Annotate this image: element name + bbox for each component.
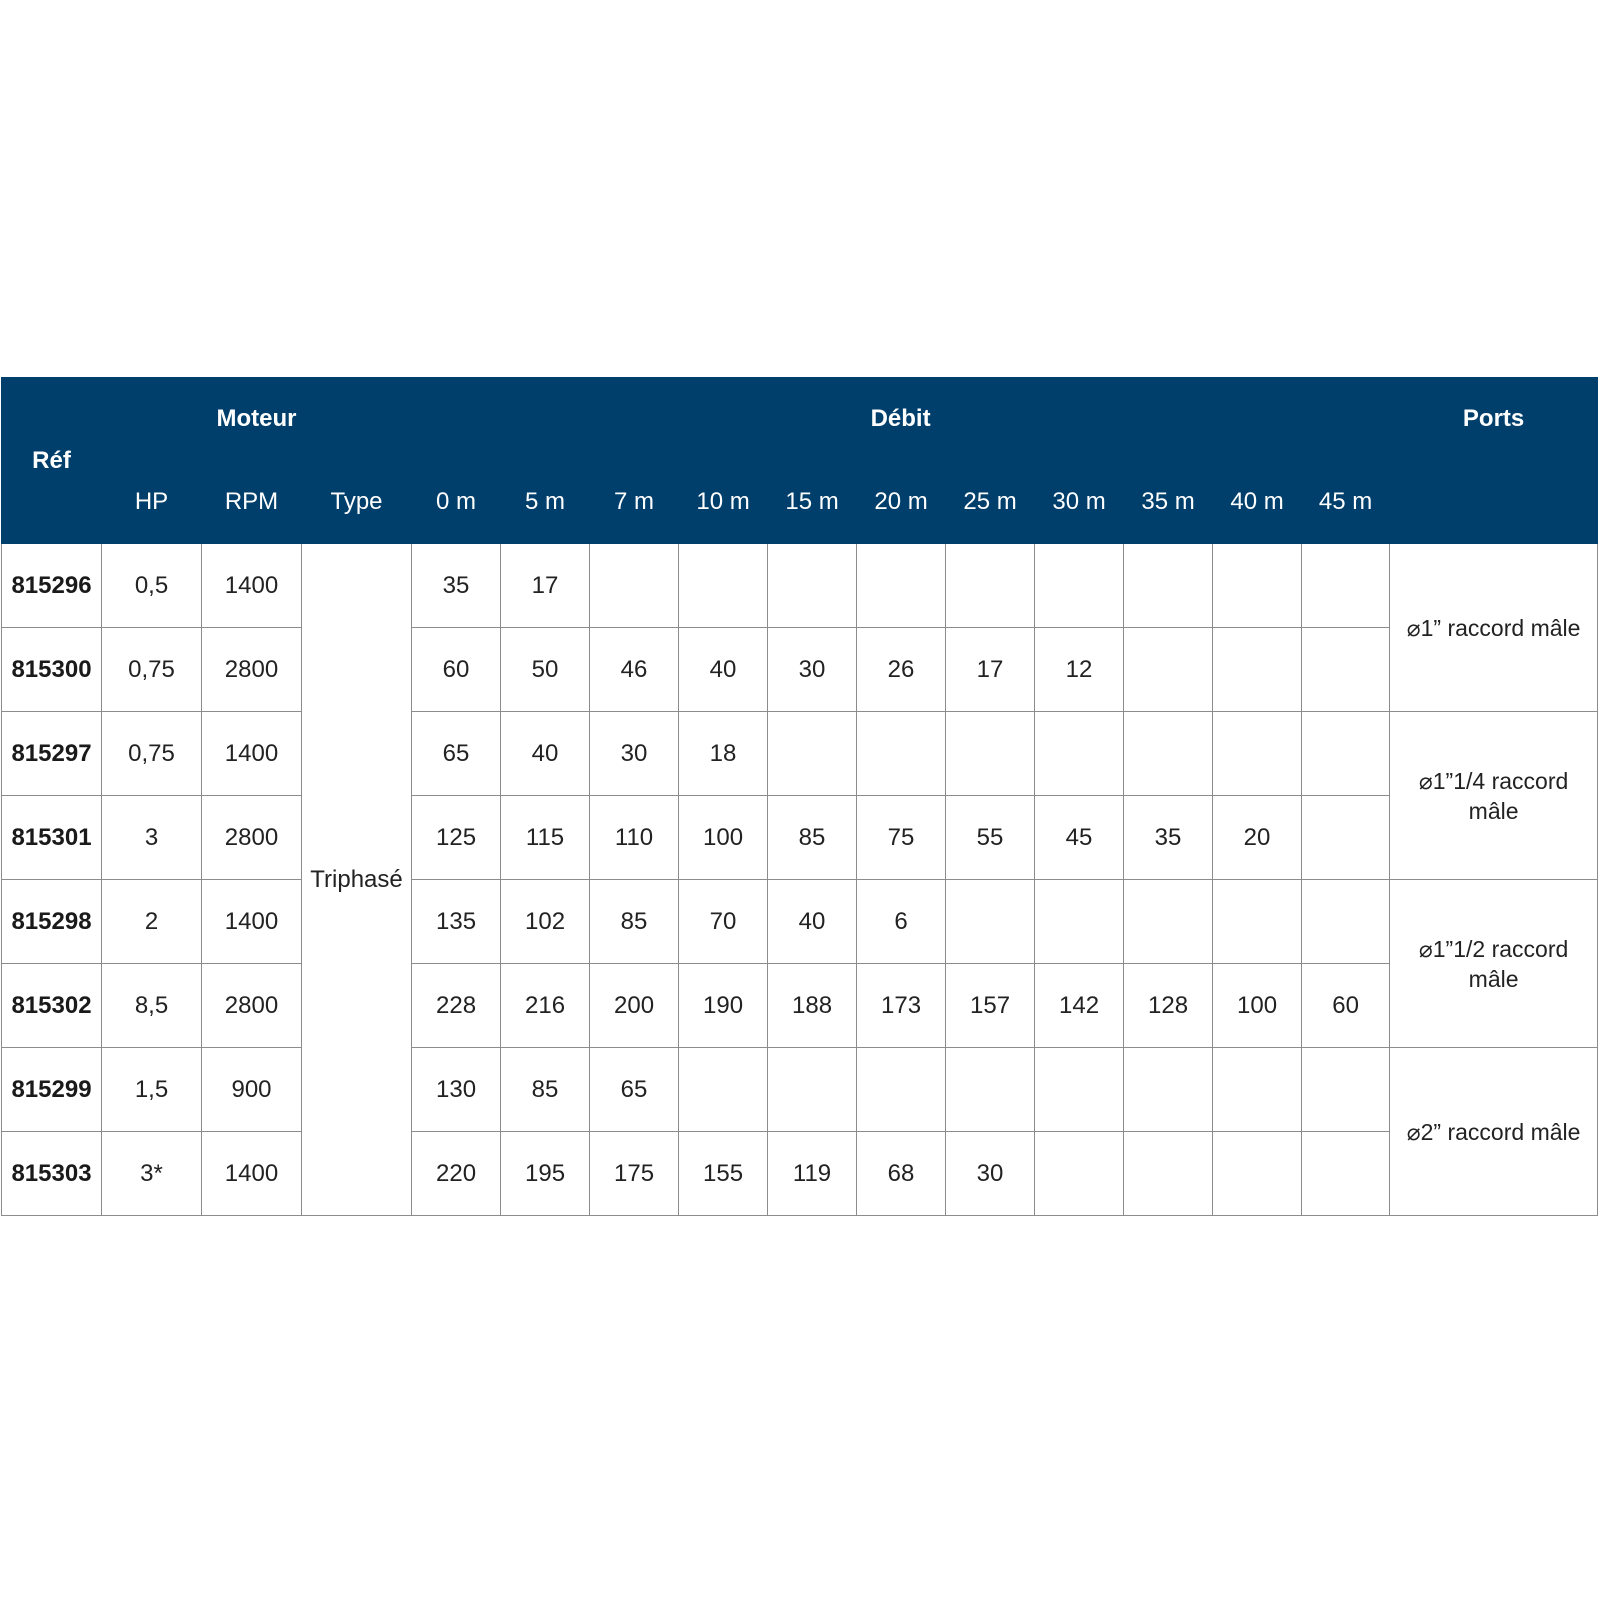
cell-flow: 190 bbox=[679, 964, 768, 1048]
header-height-25: 25 m bbox=[946, 461, 1035, 544]
header-height-20: 20 m bbox=[857, 461, 946, 544]
cell-flow: 125 bbox=[412, 796, 501, 880]
cell-flow: 142 bbox=[1035, 964, 1124, 1048]
cell-flow bbox=[679, 544, 768, 628]
cell-flow bbox=[590, 544, 679, 628]
cell-hp: 3* bbox=[102, 1132, 202, 1216]
table-row bbox=[2, 1048, 1598, 1132]
cell-rpm: 1400 bbox=[202, 880, 302, 964]
cell-flow: 188 bbox=[768, 964, 857, 1048]
header-ports-empty bbox=[1390, 461, 1598, 544]
cell-flow: 85 bbox=[590, 880, 679, 964]
cell-flow bbox=[679, 1048, 768, 1132]
cell-type: Triphasé bbox=[302, 544, 412, 1216]
header-height-45: 45 m bbox=[1302, 461, 1390, 544]
cell-flow bbox=[1302, 628, 1390, 712]
cell-flow bbox=[946, 712, 1035, 796]
cell-ref: 815300 bbox=[2, 628, 102, 712]
header-height-30: 30 m bbox=[1035, 461, 1124, 544]
cell-flow: 30 bbox=[590, 712, 679, 796]
cell-flow bbox=[946, 880, 1035, 964]
cell-flow: 6 bbox=[857, 880, 946, 964]
cell-rpm: 1400 bbox=[202, 1132, 302, 1216]
table-row bbox=[2, 628, 1598, 712]
cell-rpm: 1400 bbox=[202, 712, 302, 796]
header-height-5: 5 m bbox=[501, 461, 590, 544]
cell-flow: 100 bbox=[1213, 964, 1302, 1048]
cell-ports: ⌀1”1/2 raccord mâle bbox=[1390, 880, 1598, 1048]
cell-ports: ⌀2” raccord mâle bbox=[1390, 1048, 1598, 1216]
cell-ref: 815296 bbox=[2, 544, 102, 628]
header-debit: Débit bbox=[412, 378, 1390, 461]
cell-ports: ⌀1”1/4 raccord mâle bbox=[1390, 712, 1598, 880]
cell-flow bbox=[1124, 544, 1213, 628]
table-row bbox=[2, 964, 1598, 1048]
header-type: Type bbox=[302, 461, 412, 544]
header-row-groups bbox=[2, 378, 1598, 461]
cell-ref: 815297 bbox=[2, 712, 102, 796]
cell-flow: 100 bbox=[679, 796, 768, 880]
cell-flow bbox=[946, 544, 1035, 628]
cell-flow bbox=[1035, 880, 1124, 964]
cell-flow: 40 bbox=[501, 712, 590, 796]
cell-flow: 17 bbox=[946, 628, 1035, 712]
table-body bbox=[2, 544, 1598, 1216]
cell-flow bbox=[1213, 628, 1302, 712]
cell-hp: 2 bbox=[102, 880, 202, 964]
cell-flow: 173 bbox=[857, 964, 946, 1048]
cell-flow bbox=[768, 712, 857, 796]
cell-rpm: 2800 bbox=[202, 628, 302, 712]
cell-ref: 815299 bbox=[2, 1048, 102, 1132]
cell-flow: 30 bbox=[768, 628, 857, 712]
header-rpm: RPM bbox=[202, 461, 302, 544]
cell-flow bbox=[946, 1048, 1035, 1132]
cell-flow: 175 bbox=[590, 1132, 679, 1216]
cell-flow bbox=[1035, 1132, 1124, 1216]
cell-hp: 8,5 bbox=[102, 964, 202, 1048]
cell-hp: 1,5 bbox=[102, 1048, 202, 1132]
cell-flow: 200 bbox=[590, 964, 679, 1048]
cell-hp: 0,5 bbox=[102, 544, 202, 628]
cell-flow: 155 bbox=[679, 1132, 768, 1216]
header-height-15: 15 m bbox=[768, 461, 857, 544]
table-row bbox=[2, 712, 1598, 796]
cell-flow: 110 bbox=[590, 796, 679, 880]
header-height-7: 7 m bbox=[590, 461, 679, 544]
cell-flow: 195 bbox=[501, 1132, 590, 1216]
cell-flow: 85 bbox=[501, 1048, 590, 1132]
cell-flow bbox=[1302, 880, 1390, 964]
cell-flow: 45 bbox=[1035, 796, 1124, 880]
cell-flow: 26 bbox=[857, 628, 946, 712]
cell-flow bbox=[1302, 796, 1390, 880]
cell-flow: 220 bbox=[412, 1132, 501, 1216]
cell-flow: 130 bbox=[412, 1048, 501, 1132]
cell-flow: 60 bbox=[1302, 964, 1390, 1048]
cell-ref: 815302 bbox=[2, 964, 102, 1048]
table-row bbox=[2, 796, 1598, 880]
header-moteur: Moteur bbox=[102, 378, 412, 461]
cell-flow: 135 bbox=[412, 880, 501, 964]
header-height-40: 40 m bbox=[1213, 461, 1302, 544]
table-row bbox=[2, 880, 1598, 964]
table-header bbox=[2, 378, 1598, 544]
cell-ref: 815303 bbox=[2, 1132, 102, 1216]
cell-flow bbox=[1124, 712, 1213, 796]
cell-rpm: 900 bbox=[202, 1048, 302, 1132]
cell-rpm: 2800 bbox=[202, 964, 302, 1048]
cell-flow bbox=[1302, 1048, 1390, 1132]
cell-flow bbox=[1302, 1132, 1390, 1216]
cell-flow: 128 bbox=[1124, 964, 1213, 1048]
cell-flow: 50 bbox=[501, 628, 590, 712]
cell-flow: 157 bbox=[946, 964, 1035, 1048]
table-row bbox=[2, 1132, 1598, 1216]
cell-flow bbox=[1302, 712, 1390, 796]
header-hp: HP bbox=[102, 461, 202, 544]
header-row-columns bbox=[2, 461, 1598, 544]
table-row bbox=[2, 544, 1598, 628]
cell-flow bbox=[1035, 544, 1124, 628]
cell-flow: 30 bbox=[946, 1132, 1035, 1216]
cell-flow bbox=[1124, 1132, 1213, 1216]
cell-flow: 18 bbox=[679, 712, 768, 796]
cell-flow bbox=[1213, 880, 1302, 964]
cell-ports: ⌀1” raccord mâle bbox=[1390, 544, 1598, 712]
cell-ref: 815301 bbox=[2, 796, 102, 880]
header-height-0: 0 m bbox=[412, 461, 501, 544]
cell-flow: 216 bbox=[501, 964, 590, 1048]
header-ports: Ports bbox=[1390, 378, 1598, 461]
cell-flow: 102 bbox=[501, 880, 590, 964]
cell-flow: 70 bbox=[679, 880, 768, 964]
cell-flow bbox=[857, 1048, 946, 1132]
cell-flow bbox=[1213, 1132, 1302, 1216]
cell-hp: 3 bbox=[102, 796, 202, 880]
cell-flow: 40 bbox=[768, 880, 857, 964]
cell-flow bbox=[857, 712, 946, 796]
cell-flow: 46 bbox=[590, 628, 679, 712]
cell-rpm: 2800 bbox=[202, 796, 302, 880]
cell-flow bbox=[1035, 1048, 1124, 1132]
cell-flow bbox=[1213, 712, 1302, 796]
cell-flow: 65 bbox=[412, 712, 501, 796]
cell-hp: 0,75 bbox=[102, 712, 202, 796]
cell-rpm: 1400 bbox=[202, 544, 302, 628]
cell-flow bbox=[768, 1048, 857, 1132]
cell-flow bbox=[1124, 1048, 1213, 1132]
cell-flow: 119 bbox=[768, 1132, 857, 1216]
cell-flow: 17 bbox=[501, 544, 590, 628]
cell-flow: 75 bbox=[857, 796, 946, 880]
cell-flow: 85 bbox=[768, 796, 857, 880]
cell-flow: 115 bbox=[501, 796, 590, 880]
cell-flow: 35 bbox=[1124, 796, 1213, 880]
cell-flow bbox=[1035, 712, 1124, 796]
cell-ref: 815298 bbox=[2, 880, 102, 964]
cell-flow bbox=[1213, 544, 1302, 628]
cell-flow bbox=[1124, 880, 1213, 964]
cell-flow: 55 bbox=[946, 796, 1035, 880]
cell-flow bbox=[768, 544, 857, 628]
cell-hp: 0,75 bbox=[102, 628, 202, 712]
cell-flow bbox=[1302, 544, 1390, 628]
cell-flow: 40 bbox=[679, 628, 768, 712]
cell-flow: 12 bbox=[1035, 628, 1124, 712]
cell-flow: 35 bbox=[412, 544, 501, 628]
header-height-10: 10 m bbox=[679, 461, 768, 544]
cell-flow: 60 bbox=[412, 628, 501, 712]
header-height-35: 35 m bbox=[1124, 461, 1213, 544]
pump-spec-table bbox=[1, 377, 1598, 1216]
cell-flow: 65 bbox=[590, 1048, 679, 1132]
cell-flow bbox=[857, 544, 946, 628]
cell-flow: 68 bbox=[857, 1132, 946, 1216]
cell-flow: 228 bbox=[412, 964, 501, 1048]
cell-flow: 20 bbox=[1213, 796, 1302, 880]
cell-flow bbox=[1124, 628, 1213, 712]
header-ref: Réf bbox=[2, 378, 102, 544]
cell-flow bbox=[1213, 1048, 1302, 1132]
